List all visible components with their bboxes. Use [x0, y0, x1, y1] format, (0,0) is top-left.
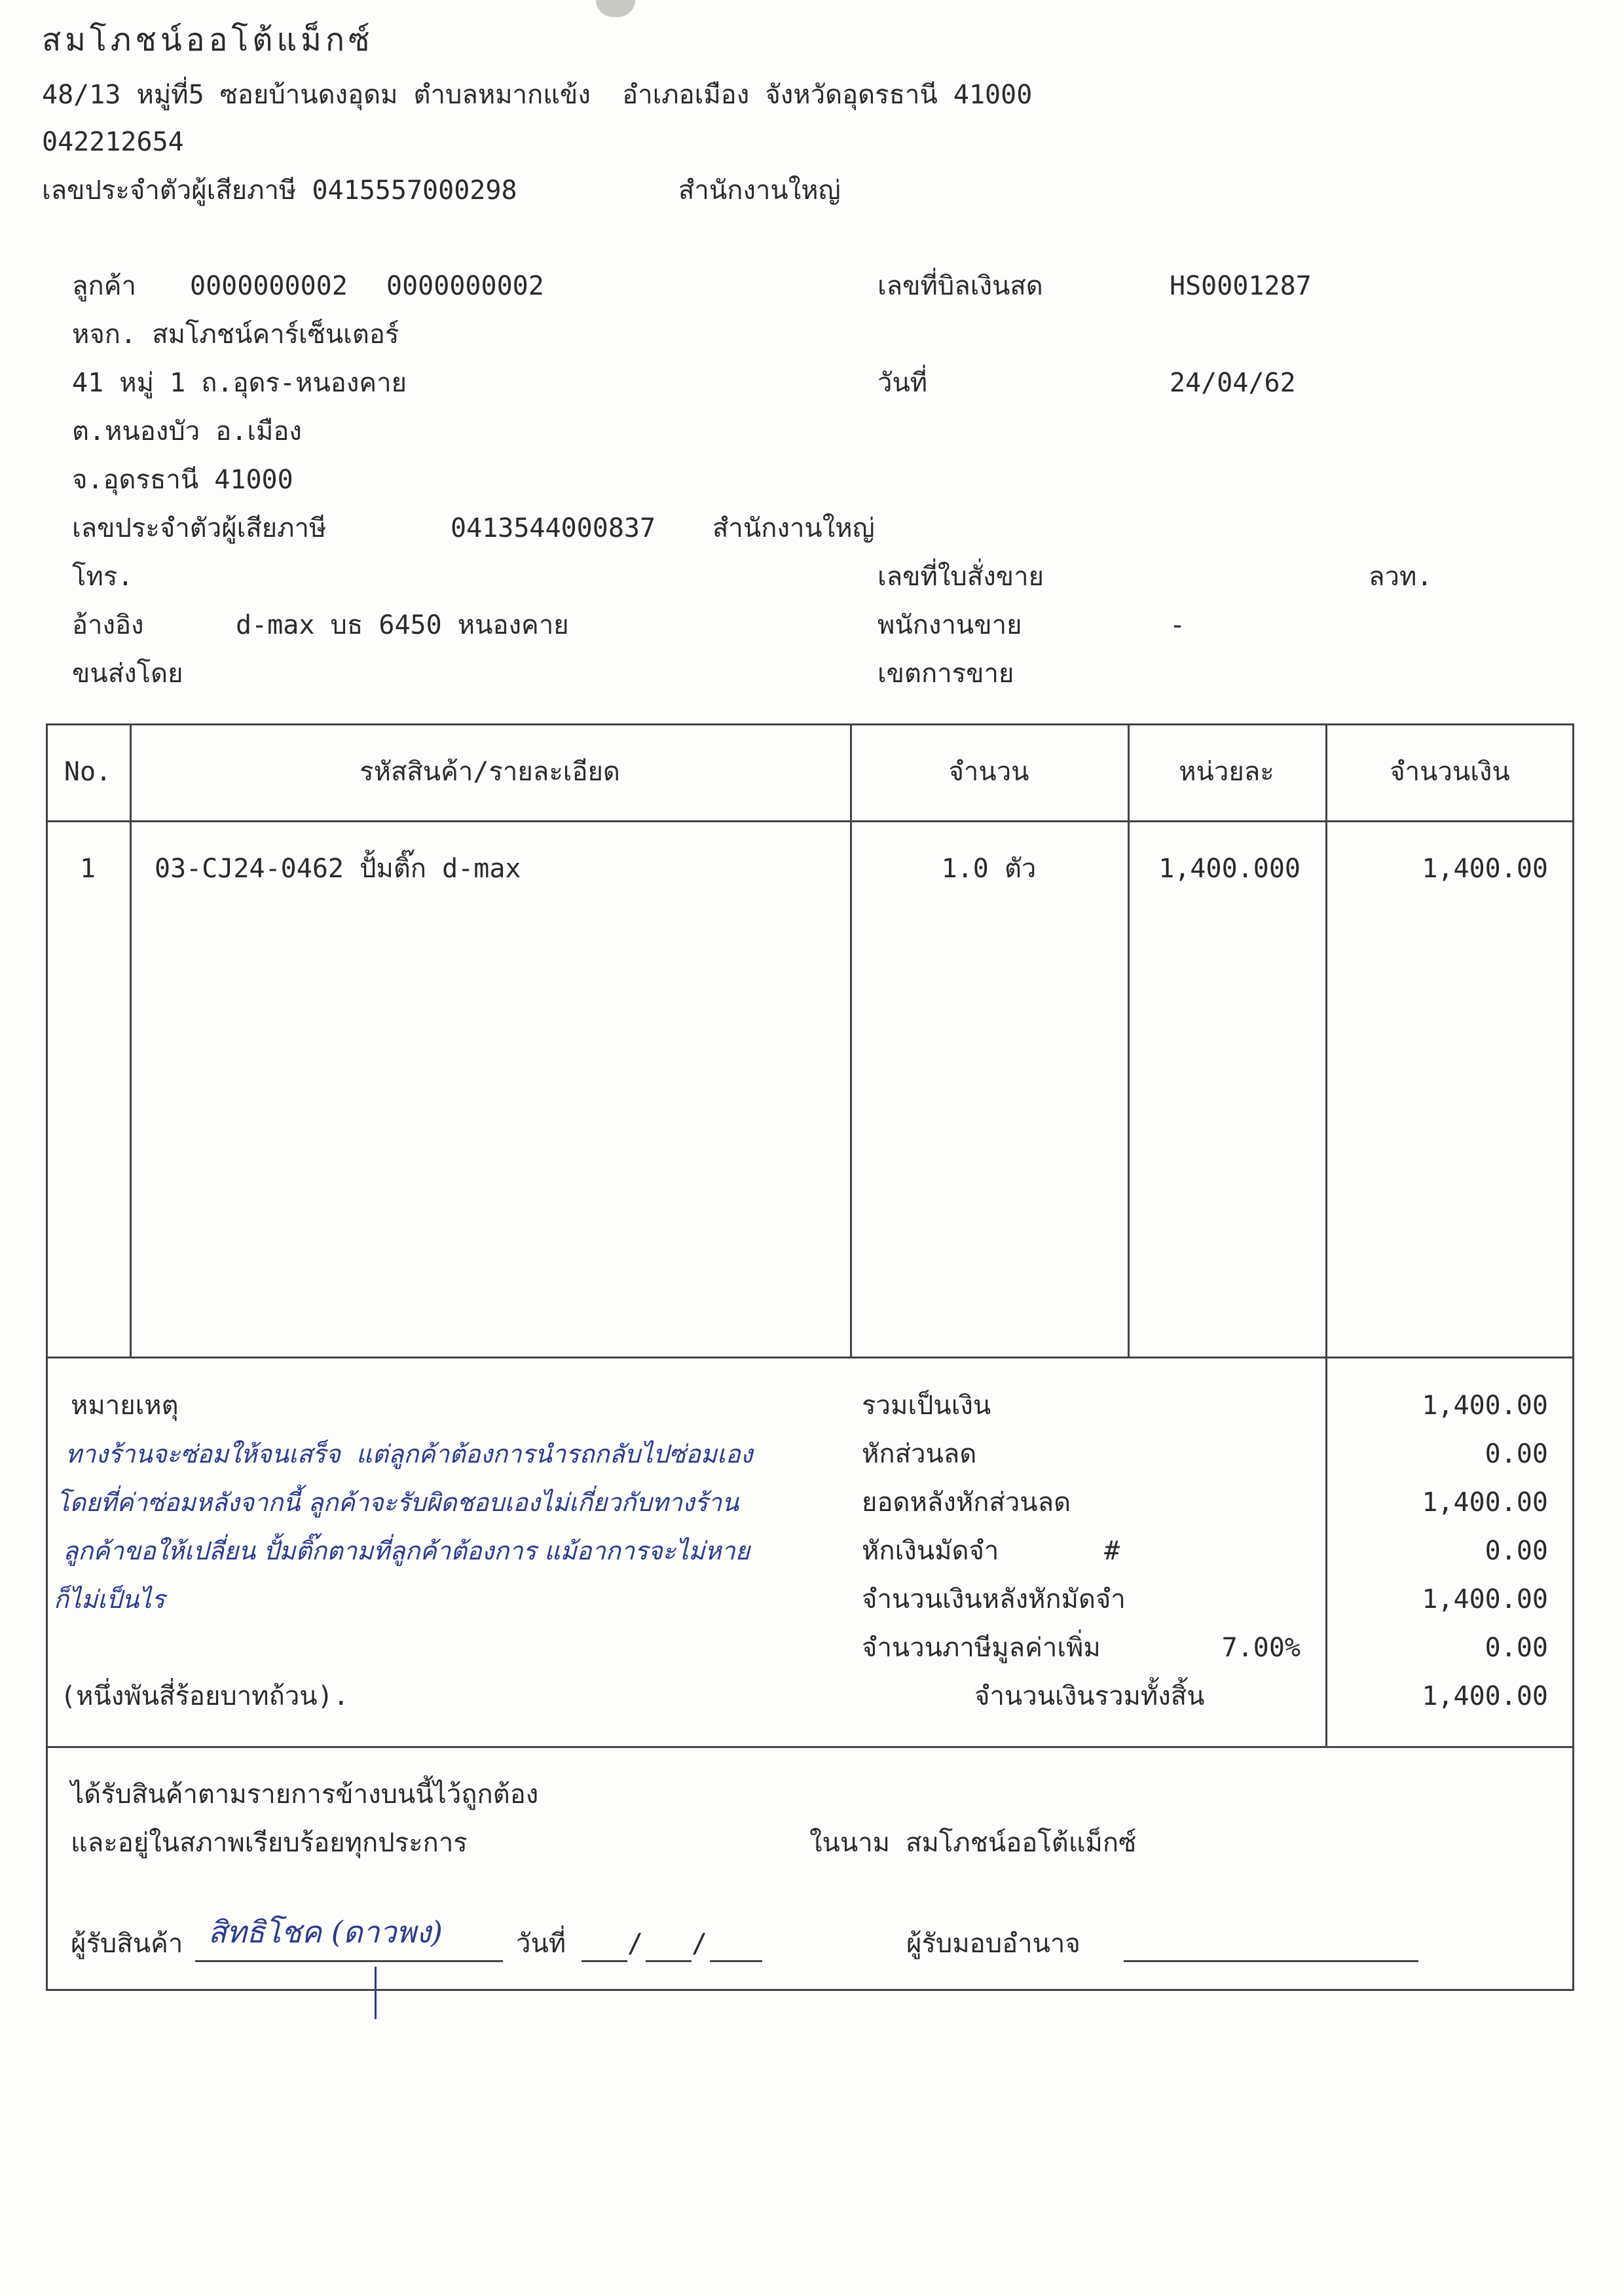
handwritten-note-4: ก็ไม่เป็นไร — [54, 1585, 165, 1614]
customer-label: ลูกค้า — [72, 271, 136, 301]
sales-order-value: ลวท. — [1369, 562, 1433, 592]
grand-total-value: 1,400.00 — [1422, 1681, 1548, 1711]
reference-value: d-max บธ 6450 หนองคาย — [236, 610, 569, 640]
customer-tax-id: 0413544000837 — [451, 513, 656, 543]
salesperson-value: - — [1170, 610, 1186, 640]
customer-code-2: 0000000002 — [386, 271, 544, 301]
company-name: สมโภชน์ออโต้แม็กซ์ — [42, 22, 374, 58]
company-address: 48/13 หมู่ที่5 ซอยบ้านดงอุดม ตำบลหมากแข้ง อำเภอเมือง จังหวัดอุดรธานี 41000 — [42, 80, 1033, 110]
bill-date: 24/04/62 — [1170, 368, 1296, 398]
customer-tax-label: เลขประจำตัวผู้เสียภาษี — [72, 513, 327, 543]
date-blank-day — [581, 1931, 627, 1962]
authorized-label: ผู้รับมอบอำนาจ — [906, 1929, 1080, 1959]
handwritten-note-1: ทางร้านจะซ่อมให้จนเสร็จ แต่ลูกค้าต้องการนำรถกลับไปซ่อมเอง — [65, 1440, 753, 1468]
company-branch: สำนักงานใหญ่ — [678, 175, 841, 206]
col-divider-1 — [130, 723, 132, 1357]
date-label: วันที่ — [877, 368, 928, 398]
customer-branch: สำนักงานใหญ่ — [712, 513, 875, 543]
company-tax-id: เลขประจำตัวผู้เสียภาษี 0415557000298 — [42, 175, 517, 206]
deposit-hash: # — [1104, 1536, 1120, 1566]
date-blank-month — [646, 1931, 692, 1962]
vat-label: จำนวนภาษีมูลค่าเพิ่ม — [862, 1633, 1101, 1663]
shipping-label: ขนส่งโดย — [72, 659, 183, 689]
receive-date-label: วันที่ — [516, 1929, 566, 1959]
bill-number-label: เลขที่บิลเงินสด — [877, 271, 1043, 301]
col-divider-3 — [1128, 723, 1130, 1357]
on-behalf-of: ในนาม สมโภชน์ออโต้แม็กซ์ — [809, 1828, 1137, 1858]
sales-area-label: เขตการขาย — [877, 659, 1014, 689]
row-quantity: 1.0 ตัว — [941, 854, 1037, 884]
subtotal-value: 1,400.00 — [1422, 1391, 1548, 1421]
row-no: 1 — [79, 854, 96, 884]
received-statement-2: และอยู่ในสภาพเรียบร้อยทุกประการ — [71, 1828, 468, 1858]
after-discount-label: ยอดหลังหักส่วนลด — [862, 1487, 1071, 1518]
amount-in-words: (หนึ่งพันสี่ร้อยบาทถ้วน). — [60, 1681, 349, 1711]
vat-rate: 7.00% — [1221, 1633, 1301, 1663]
customer-address-1: 41 หมู่ 1 ถ.อุดร-หนองคาย — [72, 368, 407, 398]
authorized-signature-line — [1124, 1931, 1418, 1962]
header-no: No. — [64, 757, 112, 787]
header-divider — [46, 820, 1574, 822]
date-slash-2: / — [692, 1929, 708, 1959]
customer-address-3: จ.อุดรธานี 41000 — [72, 465, 293, 495]
after-discount-value: 1,400.00 — [1422, 1487, 1548, 1518]
discount-value: 0.00 — [1485, 1439, 1548, 1469]
after-deposit-label: จำนวนเงินหลังหักมัดจำ — [862, 1584, 1126, 1614]
header-description: รหัสสินค้า/รายละเอียด — [360, 757, 620, 787]
totals-bottom-divider — [46, 1746, 1574, 1748]
deposit-value: 0.00 — [1485, 1536, 1548, 1566]
after-deposit-value: 1,400.00 — [1422, 1584, 1548, 1614]
receiver-signature: สิทธิโชค (ดาวพง) — [208, 1914, 443, 1950]
punch-hole — [596, 0, 635, 17]
col-divider-2 — [850, 723, 852, 1357]
customer-address-2: ต.หนองบัว อ.เมือง — [72, 416, 302, 446]
date-blank-year — [710, 1931, 762, 1962]
receiver-label: ผู้รับสินค้า — [71, 1929, 183, 1959]
grand-total-label: จำนวนเงินรวมทั้งสิ้น — [974, 1681, 1205, 1711]
salesperson-label: พนักงานขาย — [877, 610, 1022, 640]
company-phone: 042212654 — [42, 127, 184, 157]
remarks-label: หมายเหตุ — [71, 1391, 179, 1421]
phone-label: โทร. — [72, 562, 134, 592]
date-slash-1: / — [627, 1929, 644, 1959]
header-quantity: จำนวน — [948, 757, 1029, 787]
deposit-label: หักเงินมัดจำ — [862, 1536, 999, 1566]
discount-label: หักส่วนลด — [862, 1439, 977, 1469]
row-amount: 1,400.00 — [1422, 854, 1548, 884]
received-statement-1: ได้รับสินค้าตามรายการข้างบนนี้ไว้ถูกต้อง — [71, 1779, 539, 1810]
header-amount: จำนวนเงิน — [1390, 757, 1510, 787]
items-bottom-divider — [46, 1357, 1574, 1358]
row-description: 03-CJ24-0462 ปั้มติ๊ก d-max — [155, 854, 521, 884]
signature-stroke — [375, 1967, 377, 2019]
customer-name: หจก. สมโภชน์คาร์เซ็นเตอร์ — [72, 319, 399, 350]
sales-order-label: เลขที่ใบสั่งขาย — [877, 562, 1044, 592]
reference-label: อ้างอิง — [72, 610, 144, 640]
handwritten-note-3: ลูกค้าขอให้เปลี่ยน ปั้มติ๊กตามที่ลูกค้าต้องการ แม้อาการจะไม่หาย — [63, 1537, 750, 1565]
vat-value: 0.00 — [1485, 1633, 1548, 1663]
header-unit-price: หน่วยละ — [1179, 757, 1274, 787]
bill-number: HS0001287 — [1170, 271, 1312, 301]
row-unit-price: 1,400.000 — [1158, 854, 1301, 884]
subtotal-label: รวมเป็นเงิน — [862, 1391, 991, 1421]
handwritten-note-2: โดยที่ค่าซ่อมหลังจากนี้ ลูกค้าจะรับผิดชอบเองไม่เกี่ยวกับทางร้าน — [56, 1488, 739, 1517]
customer-code-1: 0000000002 — [190, 271, 348, 301]
